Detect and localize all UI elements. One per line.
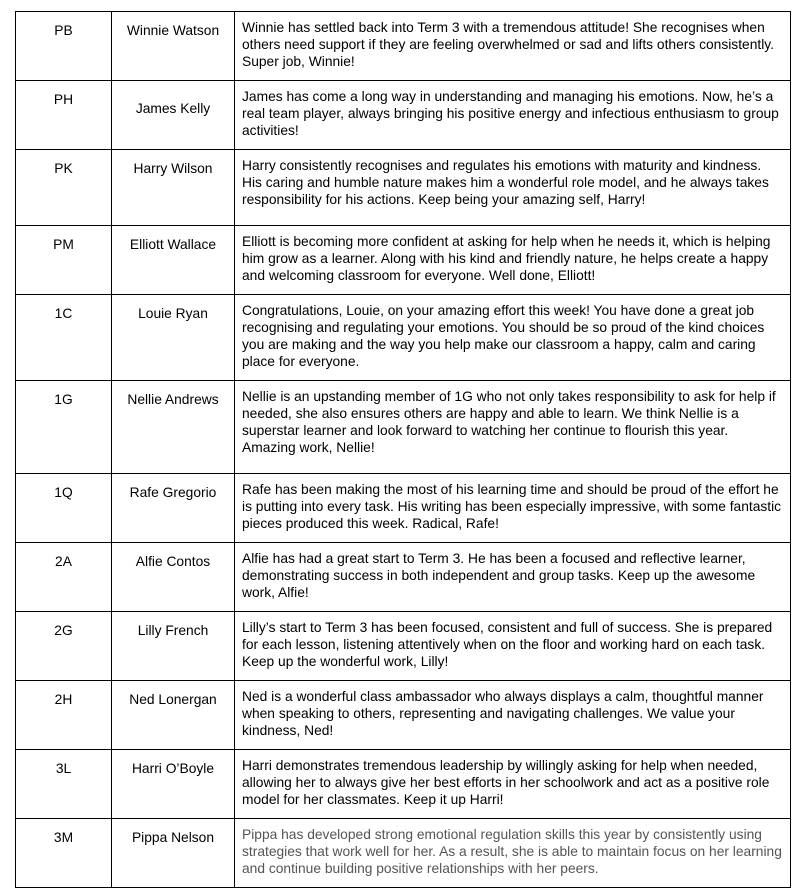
class-code: PM [16, 226, 112, 295]
table-row [16, 543, 791, 612]
award-comment: Elliott is becoming more confident at asking for help when he needs it, which is helping him grow as a learner. Along with his kind and friendly nature, he helps create a happy and welcoming classroom for everyone. Well done, Elliott! [235, 226, 791, 295]
table-row [16, 150, 791, 226]
award-comment: Nellie is an upstanding member of 1G who not only takes responsibility to ask for help if needed, she also ensures others are happy and able to learn. We think Nellie is a superstar learner and look forward to watching her continue to flourish this year. Amazing work, Nellie! [235, 381, 791, 474]
table-row [16, 226, 791, 295]
class-code: PH [16, 81, 112, 150]
award-comment: Pippa has developed strong emotional regulation skills this year by consistently using strategies that work well for her. As a result, she is able to maintain focus on her learning and continue building positive relationships with her peers. [235, 819, 791, 888]
award-comment: Alfie has had a great start to Term 3. He has been a focused and reflective learner, demonstrating success in both independent and group tasks. Keep up the awesome work, Alfie! [235, 543, 791, 612]
student-name: Alfie Contos [112, 543, 235, 612]
awards-table [15, 11, 791, 888]
table-row [16, 81, 791, 150]
award-comment: Winnie has settled back into Term 3 with a tremendous attitude! She recognises when others need support if they are feeling overwhelmed or sad and lifts others consistently. Super job, Winnie! [235, 12, 791, 81]
table-row [16, 295, 791, 381]
award-comment: Congratulations, Louie, on your amazing effort this week! You have done a great job recognising and regulating your emotions. You should be so proud of the kind choices you are making and the way you help make our classroom a happy, calm and caring place for everyone. [235, 295, 791, 381]
table-row [16, 12, 791, 81]
student-name: Louie Ryan [112, 295, 235, 381]
table-row [16, 612, 791, 681]
award-comment: Harri demonstrates tremendous leadership by willingly asking for help when needed, allowing her to always give her best efforts in her schoolwork and act as a positive role model for her classmates. Keep it up Harri! [235, 750, 791, 819]
table-row [16, 750, 791, 819]
award-comment: Ned is a wonderful class ambassador who always displays a calm, thoughtful manner when speaking to others, representing and navigating challenges. We value your kindness, Ned! [235, 681, 791, 750]
student-name: Lilly French [112, 612, 235, 681]
class-code: 1C [16, 295, 112, 381]
class-code: PB [16, 12, 112, 81]
award-comment: Harry consistently recognises and regulates his emotions with maturity and kindness. His caring and humble nature makes him a wonderful role model, and he always takes responsibility for his actions. Keep being your amazing self, Harry! [235, 150, 791, 226]
table-row [16, 381, 791, 474]
student-name: Nellie Andrews [112, 381, 235, 474]
class-code: PK [16, 150, 112, 226]
award-comment: James has come a long way in understanding and managing his emotions. Now, he’s a real team player, always bringing his positive energy and infectious enthusiasm to group activities! [235, 81, 791, 150]
student-name: Harri O’Boyle [112, 750, 235, 819]
class-code: 2H [16, 681, 112, 750]
table-row [16, 474, 791, 543]
student-name: Harry Wilson [112, 150, 235, 226]
table-row [16, 819, 791, 888]
student-name: James Kelly [112, 81, 235, 150]
student-name: Winnie Watson [112, 12, 235, 81]
student-name: Elliott Wallace [112, 226, 235, 295]
table-row [16, 681, 791, 750]
class-code: 2G [16, 612, 112, 681]
award-comment: Lilly’s start to Term 3 has been focused, consistent and full of success. She is prepared for each lesson, listening attentively when on the floor and working hard on each task. Keep up the wonderful work, Lilly! [235, 612, 791, 681]
class-code: 3M [16, 819, 112, 888]
class-code: 3L [16, 750, 112, 819]
class-code: 1Q [16, 474, 112, 543]
student-name: Rafe Gregorio [112, 474, 235, 543]
award-comment: Rafe has been making the most of his learning time and should be proud of the effort he is putting into every task. His writing has been especially impressive, with some fantastic pieces produced this week. Radical, Rafe! [235, 474, 791, 543]
class-code: 1G [16, 381, 112, 474]
student-name: Pippa Nelson [112, 819, 235, 888]
class-code: 2A [16, 543, 112, 612]
student-name: Ned Lonergan [112, 681, 235, 750]
